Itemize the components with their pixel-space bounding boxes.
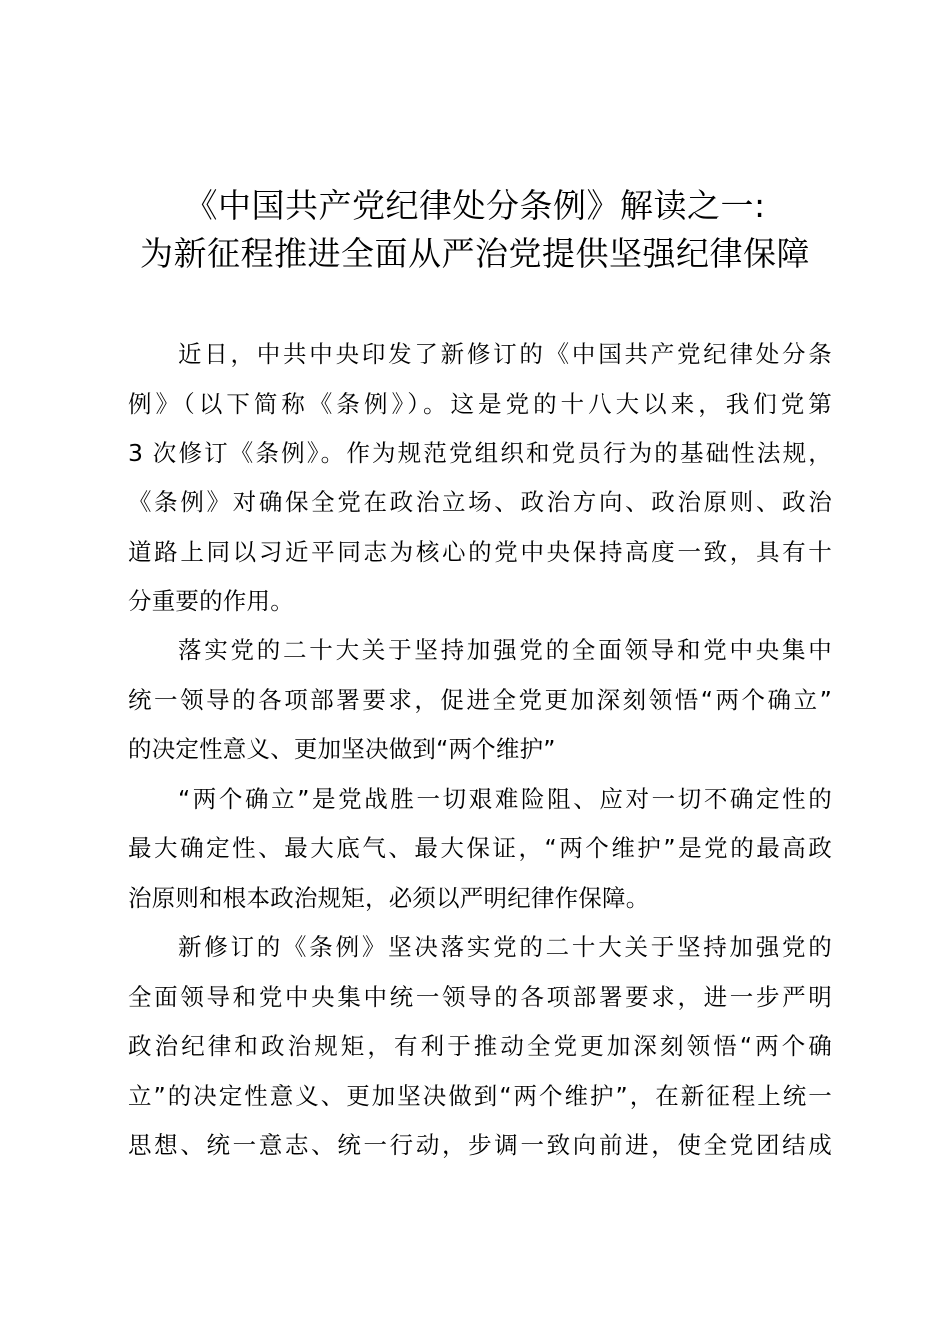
paragraph-2-line-3: 的决定性意义、更加坚决做到“两个维护” [128,735,556,763]
paragraph-1-line-2: 例》（以下简称《条例》）。这是党的十八大以来，我们党第 [128,390,832,418]
paragraph-3-line-2: 最大确定性、最大底气、最大保证，“两个维护”是党的最高政 [128,834,832,862]
paragraph-1-line-4: 《条例》对确保全党在政治立场、政治方向、政治原则、政治 [128,488,832,516]
paragraph-1-line-3: 3 次修订《条例》。作为规范党组织和党员行为的基础性法规， [128,439,832,467]
paragraph-2-line-2: 统一领导的各项部署要求，促进全党更加深刻领悟“两个确立” [128,686,832,714]
paragraph-3-line-1: “两个确立”是党战胜一切艰难险阻、应对一切不确定性的 [178,785,832,813]
paragraph-4-line-1: 新修订的《条例》坚决落实党的二十大关于坚持加强党的 [178,933,832,961]
paragraph-2-line-1: 落实党的二十大关于坚持加强党的全面领导和党中央集中 [178,636,832,664]
paragraph-1-line-5: 道路上同以习近平同志为核心的党中央保持高度一致，具有十 [128,538,832,566]
paragraph-4-line-2: 全面领导和党中央集中统一领导的各项部署要求，进一步严明 [128,983,832,1011]
paragraph-4-line-4: 立”的决定性意义、更加坚决做到“两个维护”，在新征程上统一 [128,1082,832,1110]
paragraph-1-line-6: 分重要的作用。 [128,587,294,615]
document-title-line-1: 《中国共产党纪律处分条例》解读之一: [184,186,766,225]
paragraph-3-line-3: 治原则和根本政治规矩，必须以严明纪律作保障。 [128,884,650,912]
document-title-line-2: 为新征程推进全面从严治党提供坚强纪律保障 [140,234,810,273]
paragraph-1-line-1: 近日，中共中央印发了新修订的《中国共产党纪律处分条 [178,340,832,368]
paragraph-4-line-3: 政治纪律和政治规矩，有利于推动全党更加深刻领悟“两个确 [128,1032,832,1060]
paragraph-4-line-5: 思想、统一意志、统一行动，步调一致向前进，使全党团结成 [128,1131,832,1159]
